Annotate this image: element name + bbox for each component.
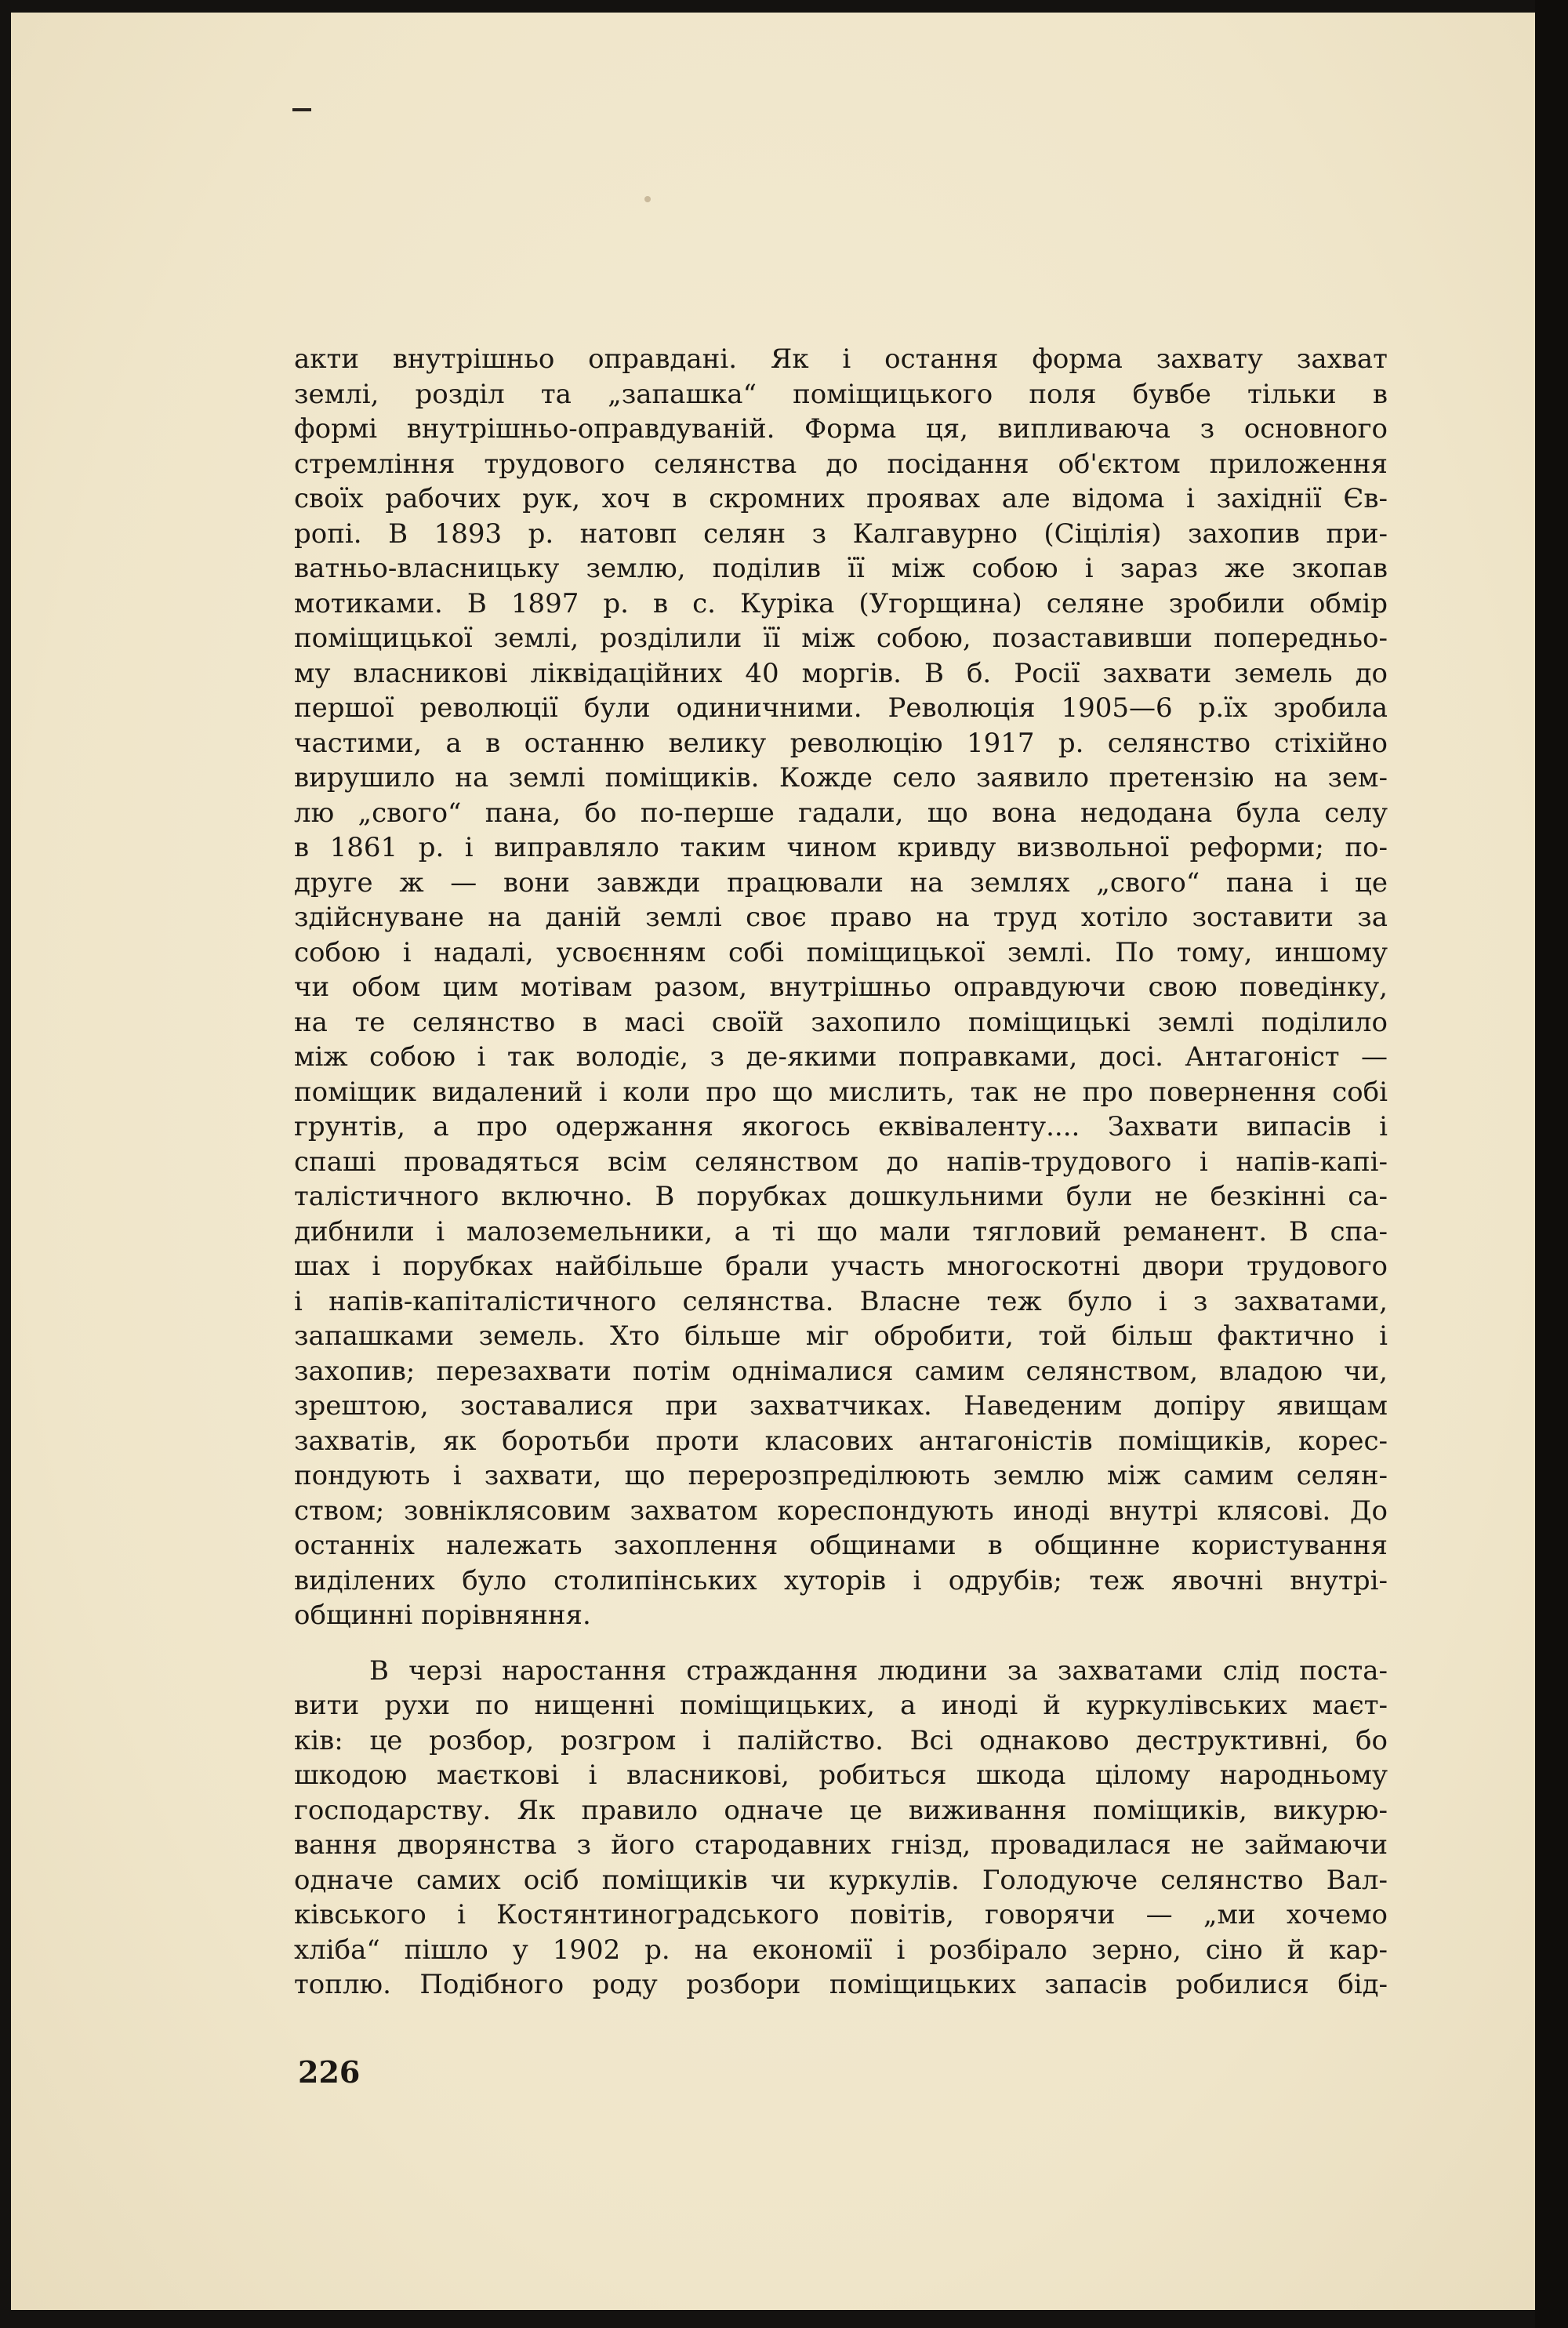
text-line: останніх належать захоплення общинами в общинне користування bbox=[294, 1530, 1388, 1561]
text-line: собою і надалі, усвоєнням собі поміщицької землі. По тому, иншому bbox=[294, 936, 1388, 968]
text-line: одначе самих осіб поміщиків чи куркулів. Голодуюче селянство Вал- bbox=[294, 1864, 1388, 1896]
text-line: ватньо-власницьку землю, поділив її між собою і зараз же зкопав bbox=[294, 553, 1388, 584]
text-line: вирушило на землі поміщиків. Кожде село заявило претензію на зем- bbox=[294, 762, 1388, 794]
paragraph-2 bbox=[294, 1654, 1388, 2003]
text-line: ством; зовніклясовим захватом кореспондують иноді внутрі клясові. До bbox=[294, 1494, 1388, 1527]
text-line: шкодою маєткові і власникові, робиться шкода цілому народньому bbox=[294, 1760, 1388, 1791]
text-line: ропі. В 1893 р. натовп селян з Калгавурно (Сіцілія) захопив при- bbox=[294, 518, 1388, 550]
text-line: акти внутрішньо оправдані. Як і остання форма захвату захват bbox=[294, 343, 1388, 375]
text-line: му власникові ліквідаційних 40 моргів. В б. Росії захвати земель до bbox=[294, 657, 1388, 689]
text-line: на те селянство в масі своїй захопило поміщицькі землі поділило bbox=[294, 1006, 1388, 1038]
text-line: запашками земель. Хто більше міг обробити, той більш фактично і bbox=[294, 1320, 1388, 1352]
body-text bbox=[294, 342, 1388, 2003]
text-line: землі, розділ та „запашка“ поміщицького поля бувбе тільки в bbox=[294, 378, 1388, 410]
text-line: в 1861 р. і виправляло таким чином кривду визвольної реформи; по- bbox=[294, 832, 1388, 863]
text-line: зрештою, зоставалися при захватчиках. Наведеним допіру явищам bbox=[294, 1390, 1388, 1422]
text-line: захватів, як боротьби проти класових антагоністів поміщиків, корес- bbox=[294, 1425, 1388, 1457]
paper-speck bbox=[644, 196, 651, 202]
text-line: поміщик видалений і коли про що мислить, так не про повернення собі bbox=[294, 1076, 1388, 1108]
text-line: спаші провадяться всім селянством до напів-трудового і напів-капі- bbox=[294, 1146, 1388, 1178]
text-line: ків: це розбор, розгром і палійство. Всі однаково деструктивні, бо bbox=[294, 1724, 1388, 1756]
text-line: вання дворянства з його стародавних гнізд, провадилася не займаючи bbox=[294, 1829, 1388, 1861]
text-line: першої революції були одиничними. Революція 1905—6 р.їх зробила bbox=[294, 692, 1388, 724]
text-line: і напів-капіталістичного селянства. Власне теж було і з захватами, bbox=[294, 1285, 1388, 1317]
text-line: общинні порівняння. bbox=[294, 1600, 591, 1631]
text-line: своїх рабочих рук, хоч в скромних проявах але відома і західнії Єв- bbox=[294, 483, 1388, 514]
text-line: поміщицької землі, розділили її між собою, позаставивши попередньо- bbox=[294, 623, 1388, 654]
text-line: між собою і так володіє, з де-якими поправками, досі. Антагоніст — bbox=[294, 1041, 1388, 1073]
text-line: топлю. Подібного роду розбори поміщицьких запасів робилися бід- bbox=[294, 1969, 1388, 2000]
text-line: В черзі наростання страждання людини за захватами слід поста- bbox=[369, 1654, 1388, 1687]
page-edge-shadow bbox=[1535, 0, 1568, 2328]
text-line: захопив; перезахвати потім однімалися самим селянством, владою чи, bbox=[294, 1355, 1388, 1387]
text-line: чи обом цим мотівам разом, внутрішньо оправдуючи свою поведінку, bbox=[294, 972, 1388, 1003]
paragraph-gap bbox=[294, 1633, 1388, 1654]
text-line: здійснуване на даній землі своє право на труд хотіло зоставити за bbox=[294, 902, 1388, 933]
text-line: грунтів, а про одержання якогось еквіваленту.... Захвати випасів і bbox=[294, 1111, 1388, 1142]
text-line: хліба“ пішло у 1902 р. на економії і розбірало зерно, сіно й кар- bbox=[294, 1934, 1388, 1966]
text-line: талістичного включно. В порубках дошкульними були не безкінні са- bbox=[294, 1181, 1388, 1212]
text-line: вити рухи по нищенні поміщицьких, а иноді й куркулівських маєт- bbox=[294, 1690, 1388, 1721]
dash-mark bbox=[292, 108, 311, 111]
text-line: ківського і Костянтиноградського повітів, говорячи — „ми хочемо bbox=[294, 1899, 1388, 1930]
paragraph-1 bbox=[294, 342, 1388, 1633]
text-line: господарству. Як правило одначе це виживання поміщиків, викурю- bbox=[294, 1794, 1388, 1826]
text-line: мотиками. В 1897 р. в с. Куріка (Угорщина) селяне зробили обмір bbox=[294, 587, 1388, 619]
text-line: виділених було столипінських хуторів і одрубів; теж явочні внутрі- bbox=[294, 1564, 1388, 1596]
text-line: дибнили і малоземельники, а ті що мали тягловий реманент. В спа- bbox=[294, 1215, 1388, 1248]
text-line: шах і порубках найбільше брали участь многоскотні двори трудового bbox=[294, 1251, 1388, 1282]
text-line: пондують і захвати, що перерозпреділюють землю між самим селян- bbox=[294, 1460, 1388, 1491]
text-line: друге ж — вони завжди працювали на землях „свого“ пана і це bbox=[294, 866, 1388, 899]
text-line: лю „свого“ пана, бо по-перше гадали, що вона недодана була селу bbox=[294, 797, 1388, 829]
text-line: стремління трудового селянства до посідання об'єктом приложення bbox=[294, 448, 1388, 480]
page-number: 226 bbox=[298, 2054, 361, 2090]
text-line: формі внутрішньо-оправдуваній. Форма ця, випливаюча з основного bbox=[294, 413, 1388, 445]
text-line: частими, а в останню велику революцію 1917 р. селянство стіхійно bbox=[294, 727, 1388, 759]
